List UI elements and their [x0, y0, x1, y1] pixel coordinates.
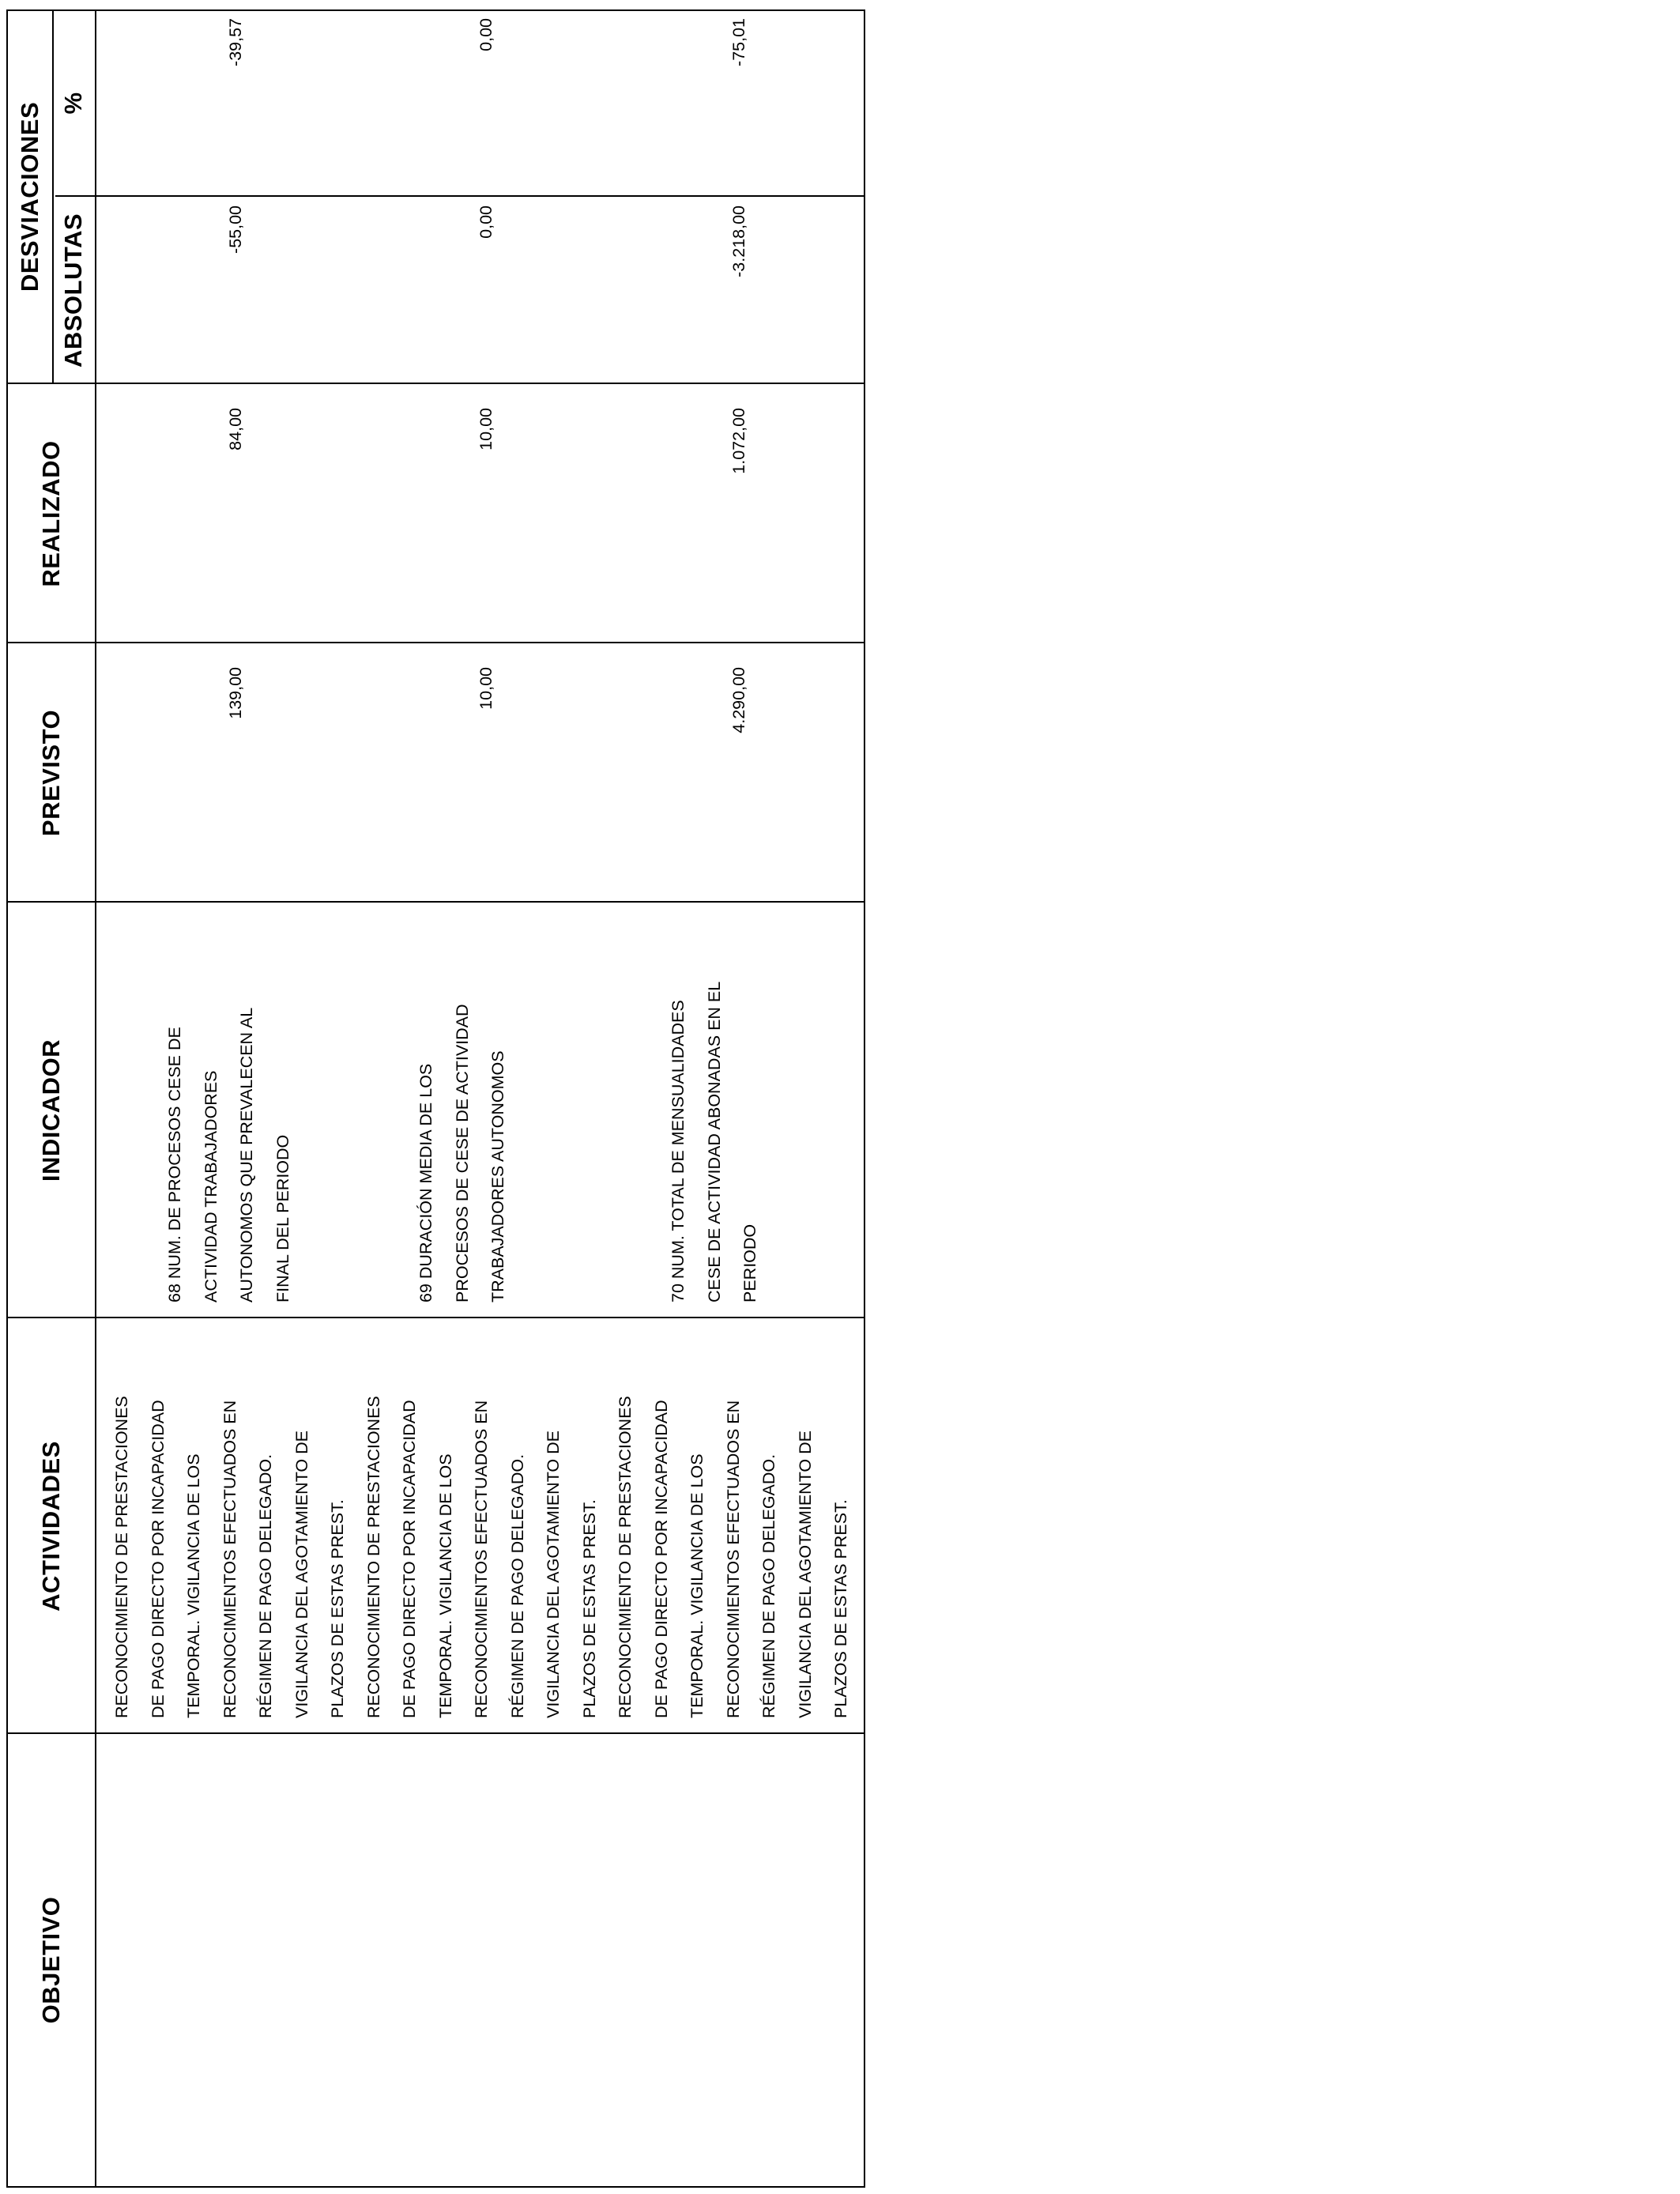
- col-divider: [55, 195, 864, 197]
- actividad-line: VIGILANCIA DEL AGOTAMIENTO DE: [795, 1431, 815, 1718]
- actividad-line: DE PAGO DIRECTO POR INCAPACIDAD: [148, 1400, 168, 1718]
- indicador-line: ACTIVIDAD TRABAJADORES: [201, 1070, 220, 1302]
- header-realizado: REALIZADO: [37, 440, 65, 587]
- previsto-value: 139,00: [226, 667, 245, 719]
- col-divider: [8, 1732, 864, 1734]
- header-desviaciones: DESVIACIONES: [16, 101, 43, 292]
- indicador-line: 69 DURACIÓN MEDIA DE LOS: [416, 1063, 435, 1302]
- col-divider: [8, 383, 864, 384]
- realizado-value: 1.072,00: [729, 408, 748, 474]
- actividad-line: TEMPORAL. VIGILANCIA DE LOS: [435, 1453, 455, 1718]
- absolutas-value: 0,00: [477, 205, 495, 239]
- actividad-line: DE PAGO DIRECTO POR INCAPACIDAD: [400, 1400, 419, 1718]
- realizado-value: 84,00: [226, 408, 245, 450]
- actividad-line: PLAZOS DE ESTAS PREST.: [831, 1499, 850, 1718]
- indicador-line: 68 NUM. DE PROCESOS CESE DE: [165, 1027, 184, 1302]
- indicador-cell: [409, 907, 517, 1302]
- actividad-line: VIGILANCIA DEL AGOTAMIENTO DE: [544, 1431, 563, 1718]
- header-indicador: INDICADOR: [37, 1039, 65, 1182]
- actividad-line: RÉGIMEN DE PAGO DELEGADO.: [256, 1453, 275, 1718]
- header-previsto: PREVISTO: [37, 709, 65, 837]
- realizado-value: 10,00: [477, 408, 495, 450]
- actividad-line: RECONOCIMIENTOS EFECTUADOS EN: [472, 1400, 491, 1718]
- actividad-line: TEMPORAL. VIGILANCIA DE LOS: [184, 1453, 203, 1718]
- porcentaje-value: -75,01: [729, 18, 748, 66]
- previsto-value: 10,00: [477, 667, 495, 710]
- indicators-table: [6, 9, 865, 2188]
- indicador-line: AUTONOMOS QUE PREVALECEN AL: [237, 1007, 256, 1302]
- actividad-line: RECONOCIMIENTO DE PRESTACIONES: [363, 1396, 383, 1718]
- header-porcentaje: %: [59, 92, 87, 115]
- indicador-line: PROCESOS DE CESE DE ACTIVIDAD: [452, 1004, 472, 1302]
- previsto-value: 4.290,00: [729, 667, 748, 733]
- header-divider: [95, 11, 96, 2186]
- indicador-cell: [157, 907, 301, 1302]
- col-divider: [8, 642, 864, 643]
- actividad-line: PLAZOS DE ESTAS PREST.: [328, 1499, 347, 1718]
- actividad-line: RÉGIMEN DE PAGO DELEGADO.: [759, 1453, 778, 1718]
- indicador-line: 70 NUM. TOTAL DE MENSUALIDADES: [669, 1000, 687, 1302]
- col-divider: [8, 1317, 864, 1318]
- actividad-line: TEMPORAL. VIGILANCIA DE LOS: [687, 1453, 706, 1718]
- indicador-line: FINAL DEL PERIODO: [273, 1134, 292, 1302]
- absolutas-value: -3.218,00: [729, 205, 748, 277]
- actividad-line: RECONOCIMIENTO DE PRESTACIONES: [112, 1396, 131, 1718]
- absolutas-value: -55,00: [226, 205, 245, 254]
- header-actividades: ACTIVIDADES: [37, 1441, 65, 1612]
- indicador-line: PERIODO: [740, 1223, 759, 1302]
- actividad-line: RECONOCIMIENTO DE PRESTACIONES: [616, 1396, 635, 1718]
- indicador-cell: [661, 907, 769, 1302]
- indicador-line: CESE DE ACTIVIDAD ABONADAS EN EL: [704, 981, 724, 1302]
- header-objetivo: OBJETIVO: [37, 1896, 65, 2024]
- actividad-line: VIGILANCIA DEL AGOTAMIENTO DE: [292, 1431, 311, 1718]
- actividades-cell: [104, 1323, 860, 1718]
- indicador-line: TRABAJADORES AUTONOMOS: [488, 1050, 507, 1302]
- header-absolutas: ABSOLUTAS: [59, 213, 87, 368]
- actividad-line: PLAZOS DE ESTAS PREST.: [579, 1499, 599, 1718]
- actividad-line: RECONOCIMIENTOS EFECTUADOS EN: [723, 1400, 743, 1718]
- col-divider: [8, 901, 864, 903]
- actividad-line: DE PAGO DIRECTO POR INCAPACIDAD: [651, 1400, 671, 1718]
- porcentaje-value: 0,00: [477, 18, 495, 51]
- actividad-line: RÉGIMEN DE PAGO DELEGADO.: [507, 1453, 527, 1718]
- actividad-line: RECONOCIMIENTOS EFECTUADOS EN: [220, 1400, 239, 1718]
- porcentaje-value: -39,57: [226, 18, 245, 66]
